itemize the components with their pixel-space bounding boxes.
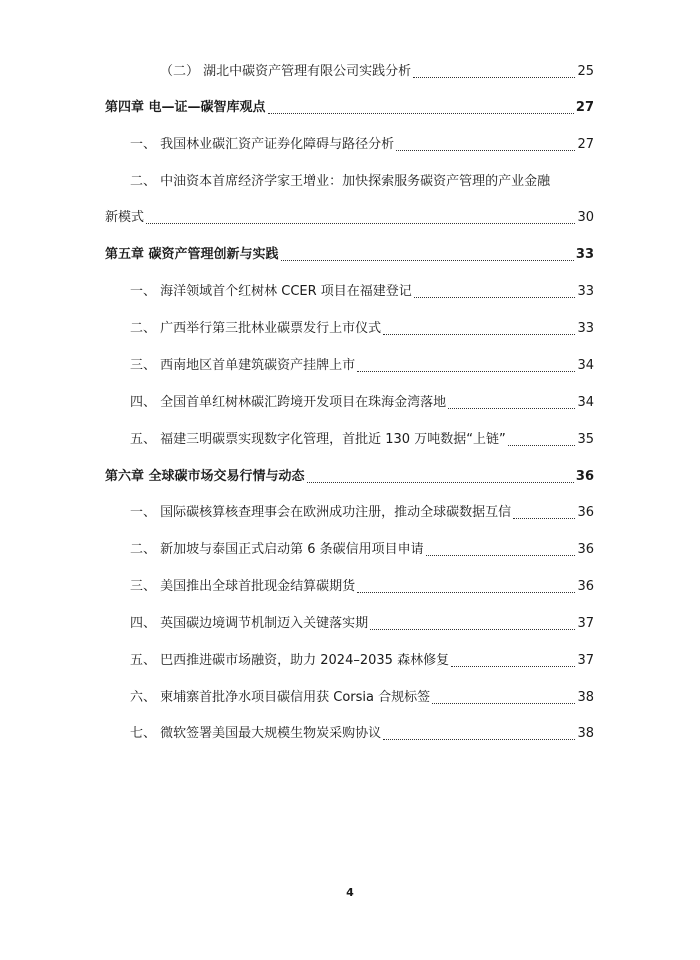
toc-row[interactable] [0, 612, 700, 636]
toc-entry [130, 354, 594, 378]
toc-entry [130, 280, 594, 304]
toc-entry [130, 612, 594, 636]
toc-row[interactable] [0, 575, 700, 599]
toc-entry [160, 60, 594, 84]
toc-entry-page: 27 [577, 137, 594, 152]
toc-entry-page: 37 [577, 616, 594, 631]
toc-entry-page: 36 [575, 469, 594, 484]
toc-row[interactable] [0, 465, 700, 489]
toc-row[interactable] [0, 501, 700, 525]
toc-entry [130, 428, 594, 452]
toc-entry [105, 465, 594, 489]
toc-entry-title: 五、 福建三明碳票实现数字化管理，首批近 130 万吨数据“上链” [130, 428, 508, 452]
toc-entry-page: 35 [577, 432, 594, 447]
toc-entry [105, 206, 594, 230]
dot-leader [413, 77, 575, 78]
toc-entry-page: 36 [577, 542, 594, 557]
dot-leader [307, 482, 574, 483]
toc-row[interactable] [0, 391, 700, 415]
toc-entry-title: 一、 我国林业碳汇资产证券化障碍与路径分析 [130, 133, 396, 157]
toc-entry-page: 27 [575, 100, 594, 115]
toc-row[interactable] [0, 280, 700, 304]
toc-row[interactable] [0, 686, 700, 710]
toc-entry-page: 33 [575, 247, 594, 262]
toc-entry-title: 一、 海洋领域首个红树林 CCER 项目在福建登记 [130, 280, 414, 304]
toc-entry-title: 一、 国际碳核算核查理事会在欧洲成功注册，推动全球碳数据互信 [130, 501, 513, 525]
toc-entry-page: 34 [577, 358, 594, 373]
dot-leader [396, 150, 575, 151]
toc-entry-title: 二、 广西举行第三批林业碳票发行上市仪式 [130, 317, 383, 341]
toc-entry [130, 722, 594, 746]
toc-row[interactable] [0, 428, 700, 452]
toc-entry-title: 三、 美国推出全球首批现金结算碳期货 [130, 575, 357, 599]
toc-entry-title: 第四章 电—证—碳智库观点 [105, 96, 268, 120]
dot-leader [357, 592, 575, 593]
toc-entry-title: 二、 新加坡与泰国正式启动第 6 条碳信用项目申请 [130, 538, 426, 562]
toc-entry [130, 686, 594, 710]
toc-entry-title: （二） 湖北中碳资产管理有限公司实践分析 [160, 60, 413, 84]
dot-leader [414, 297, 576, 298]
toc-entry [105, 243, 594, 267]
toc-entry-page: 36 [577, 579, 594, 594]
toc-entry [130, 391, 594, 415]
dot-leader [268, 113, 574, 114]
dot-leader [357, 371, 575, 372]
toc-entry-title-line1[interactable]: 二、 中油资本首席经济学家王增业：加快探索服务碳资产管理的产业金融 [130, 174, 551, 189]
toc-entry-page: 30 [577, 210, 594, 225]
toc-entry-title: 六、 柬埔寨首批净水项目碳信用获 Corsia 合规标签 [130, 686, 432, 710]
toc-row[interactable] [0, 649, 700, 673]
toc-entry-title: 四、 英国碳边境调节机制迈入关键落实期 [130, 612, 370, 636]
toc-row[interactable] [0, 354, 700, 378]
toc-row[interactable] [0, 206, 700, 230]
toc-entry-page: 38 [577, 726, 594, 741]
page-number: 4 [346, 886, 354, 899]
toc-row[interactable] [0, 243, 700, 267]
toc-entry [130, 501, 594, 525]
toc-entry-title: 四、 全国首单红树林碳汇跨境开发项目在珠海金湾落地 [130, 391, 448, 415]
dot-leader [513, 518, 575, 519]
toc-entry-title: 七、 微软签署美国最大规模生物炭采购协议 [130, 722, 383, 746]
dot-leader [432, 703, 575, 704]
toc-entry-title: 第六章 全球碳市场交易行情与动态 [105, 465, 307, 489]
toc-entry-page: 37 [577, 653, 594, 668]
toc-entry [130, 575, 594, 599]
dot-leader [383, 334, 575, 335]
toc-entry-page: 25 [577, 64, 594, 79]
toc-entry [130, 133, 594, 157]
toc-row[interactable] [0, 317, 700, 341]
toc-entry-title: 五、 巴西推进碳市场融资，助力 2024–2035 森林修复 [130, 649, 451, 673]
toc-entry-page: 38 [577, 690, 594, 705]
dot-leader [370, 629, 575, 630]
toc-entry-page: 33 [577, 321, 594, 336]
dot-leader [146, 223, 575, 224]
dot-leader [426, 555, 576, 556]
toc-entry-title: 三、 西南地区首单建筑碳资产挂牌上市 [130, 354, 357, 378]
dot-leader [448, 408, 575, 409]
toc-entry [105, 96, 594, 120]
toc-entry-title: 第五章 碳资产管理创新与实践 [105, 243, 281, 267]
dot-leader [281, 260, 574, 261]
toc-row[interactable] [0, 133, 700, 157]
toc-row[interactable] [0, 60, 700, 84]
toc-entry-page: 36 [577, 505, 594, 520]
dot-leader [451, 666, 575, 667]
toc-entry-page: 34 [577, 395, 594, 410]
toc-entry [130, 317, 594, 341]
toc-entry-title: 新模式 [105, 206, 146, 230]
toc-entry-page: 33 [577, 284, 594, 299]
toc-entry [130, 538, 594, 562]
toc-row[interactable] [0, 722, 700, 746]
dot-leader [508, 445, 576, 446]
toc-row[interactable] [0, 538, 700, 562]
toc-entry [130, 649, 594, 673]
dot-leader [383, 739, 575, 740]
toc-row[interactable] [0, 96, 700, 120]
